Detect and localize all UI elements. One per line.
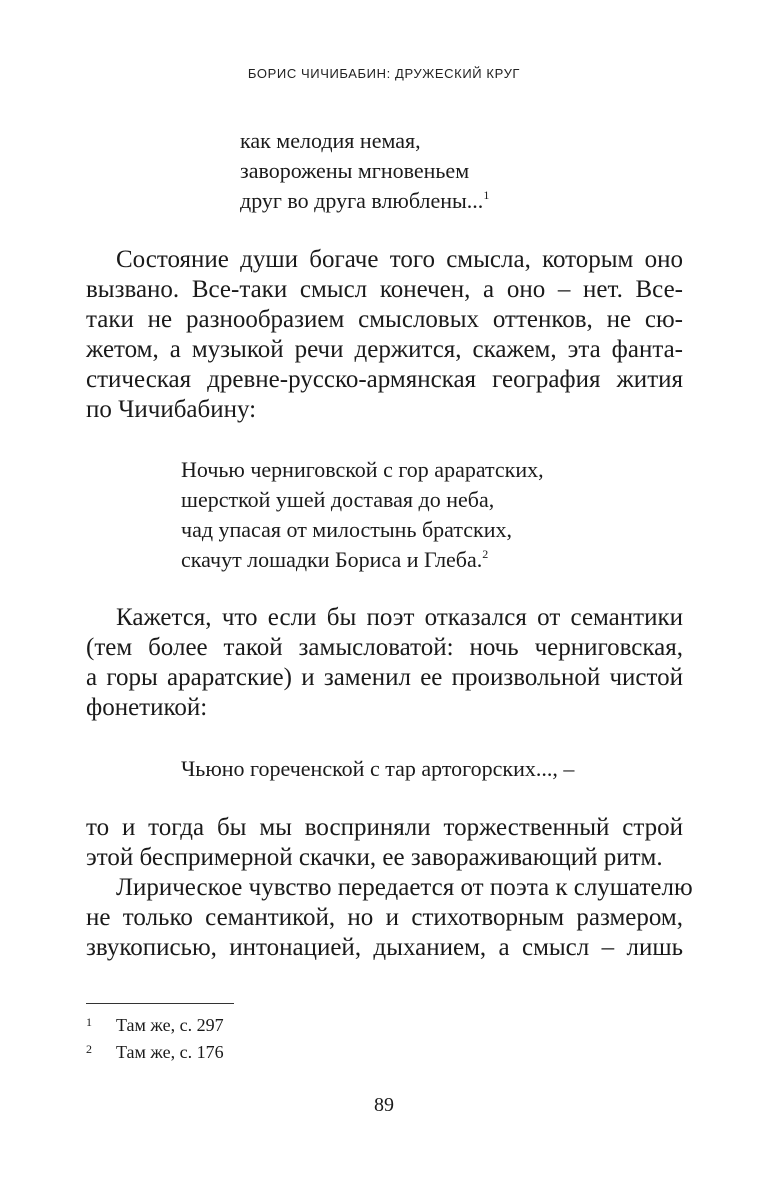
verse-line: как мелодия немая, <box>240 128 421 153</box>
paragraph-line: этой беспримерной скачки, ее завораживающий ритм. <box>86 844 663 871</box>
page-number: 89 <box>374 1094 394 1116</box>
paragraph-3 <box>86 813 693 963</box>
paragraph-line: вызвано. Все-таки смысл конечен, а оно – нет. Все- <box>86 276 683 303</box>
verse-line: заворожены мгновеньем <box>240 158 470 183</box>
paragraph-line: жетом, а музыкой речи держится, скажем, эта фанта- <box>86 336 683 363</box>
paragraph-line: звукописью, интонацией, дыханием, а смысл – лишь <box>86 934 683 961</box>
verse-line: друг во друга влюблены...$^1$ <box>240 188 490 213</box>
paragraph-1 <box>86 245 683 425</box>
verse-quote-1 <box>240 126 489 216</box>
verse-quote-2 <box>181 455 544 575</box>
verse-line: скачут лошадки Бориса и Глеба.$^2$ <box>181 547 489 572</box>
paragraph-line: то и тогда бы мы восприняли торжественный строй <box>86 814 683 841</box>
footnote-divider <box>86 1003 234 1004</box>
verse-quote-3 <box>181 754 574 784</box>
paragraph-line: а горы араратские) и заменил ее произвольной чистой <box>86 664 683 691</box>
footnote-number: 1 <box>86 1015 92 1029</box>
verse-line: Ночью черниговской с гор араратских, <box>181 457 544 482</box>
footnote-text: Там же, с. 176 <box>116 1042 224 1062</box>
paragraph-line: стическая древне-русско-армянская география жития <box>86 366 683 393</box>
paragraph-line: не только семантикой, но и стихотворным размером, <box>86 904 683 931</box>
paragraph-line: по Чичибабину: <box>86 396 257 423</box>
footnote-ref-1[interactable]: 1 <box>483 188 490 202</box>
footnotes <box>86 1010 224 1064</box>
footnote-ref-2[interactable]: 2 <box>482 547 489 561</box>
footnote-text: Там же, с. 297 <box>116 1015 224 1035</box>
paragraph-line: Состояние души богаче того смысла, которым оно <box>116 246 683 273</box>
verse-line: чад упасая от милостынь братских, <box>181 517 512 542</box>
verse-line: шерсткой ушей доставая до неба, <box>181 487 495 512</box>
paragraph-line: Кажется, что если бы поэт отказался от семантики <box>116 604 683 631</box>
footnote-1 <box>86 1010 224 1037</box>
paragraph-line: (тем более такой замысловатой: ночь черниговская, <box>86 634 683 661</box>
paragraph-line: Лирическое чувство передается от поэта к слушателю <box>116 874 693 901</box>
footnote-2 <box>86 1037 224 1064</box>
paragraph-2 <box>86 603 683 723</box>
paragraph-line: фонетикой: <box>86 694 208 721</box>
verse-line: Чьюно гореченской с тар артогорских..., – <box>181 756 575 781</box>
footnote-number: 2 <box>86 1042 92 1056</box>
paragraph-line: таки не разнообразием смысловых оттенков, не сю- <box>86 306 683 333</box>
running-head: БОРИС ЧИЧИБАБИН: ДРУЖЕСКИЙ КРУГ <box>247 66 521 81</box>
